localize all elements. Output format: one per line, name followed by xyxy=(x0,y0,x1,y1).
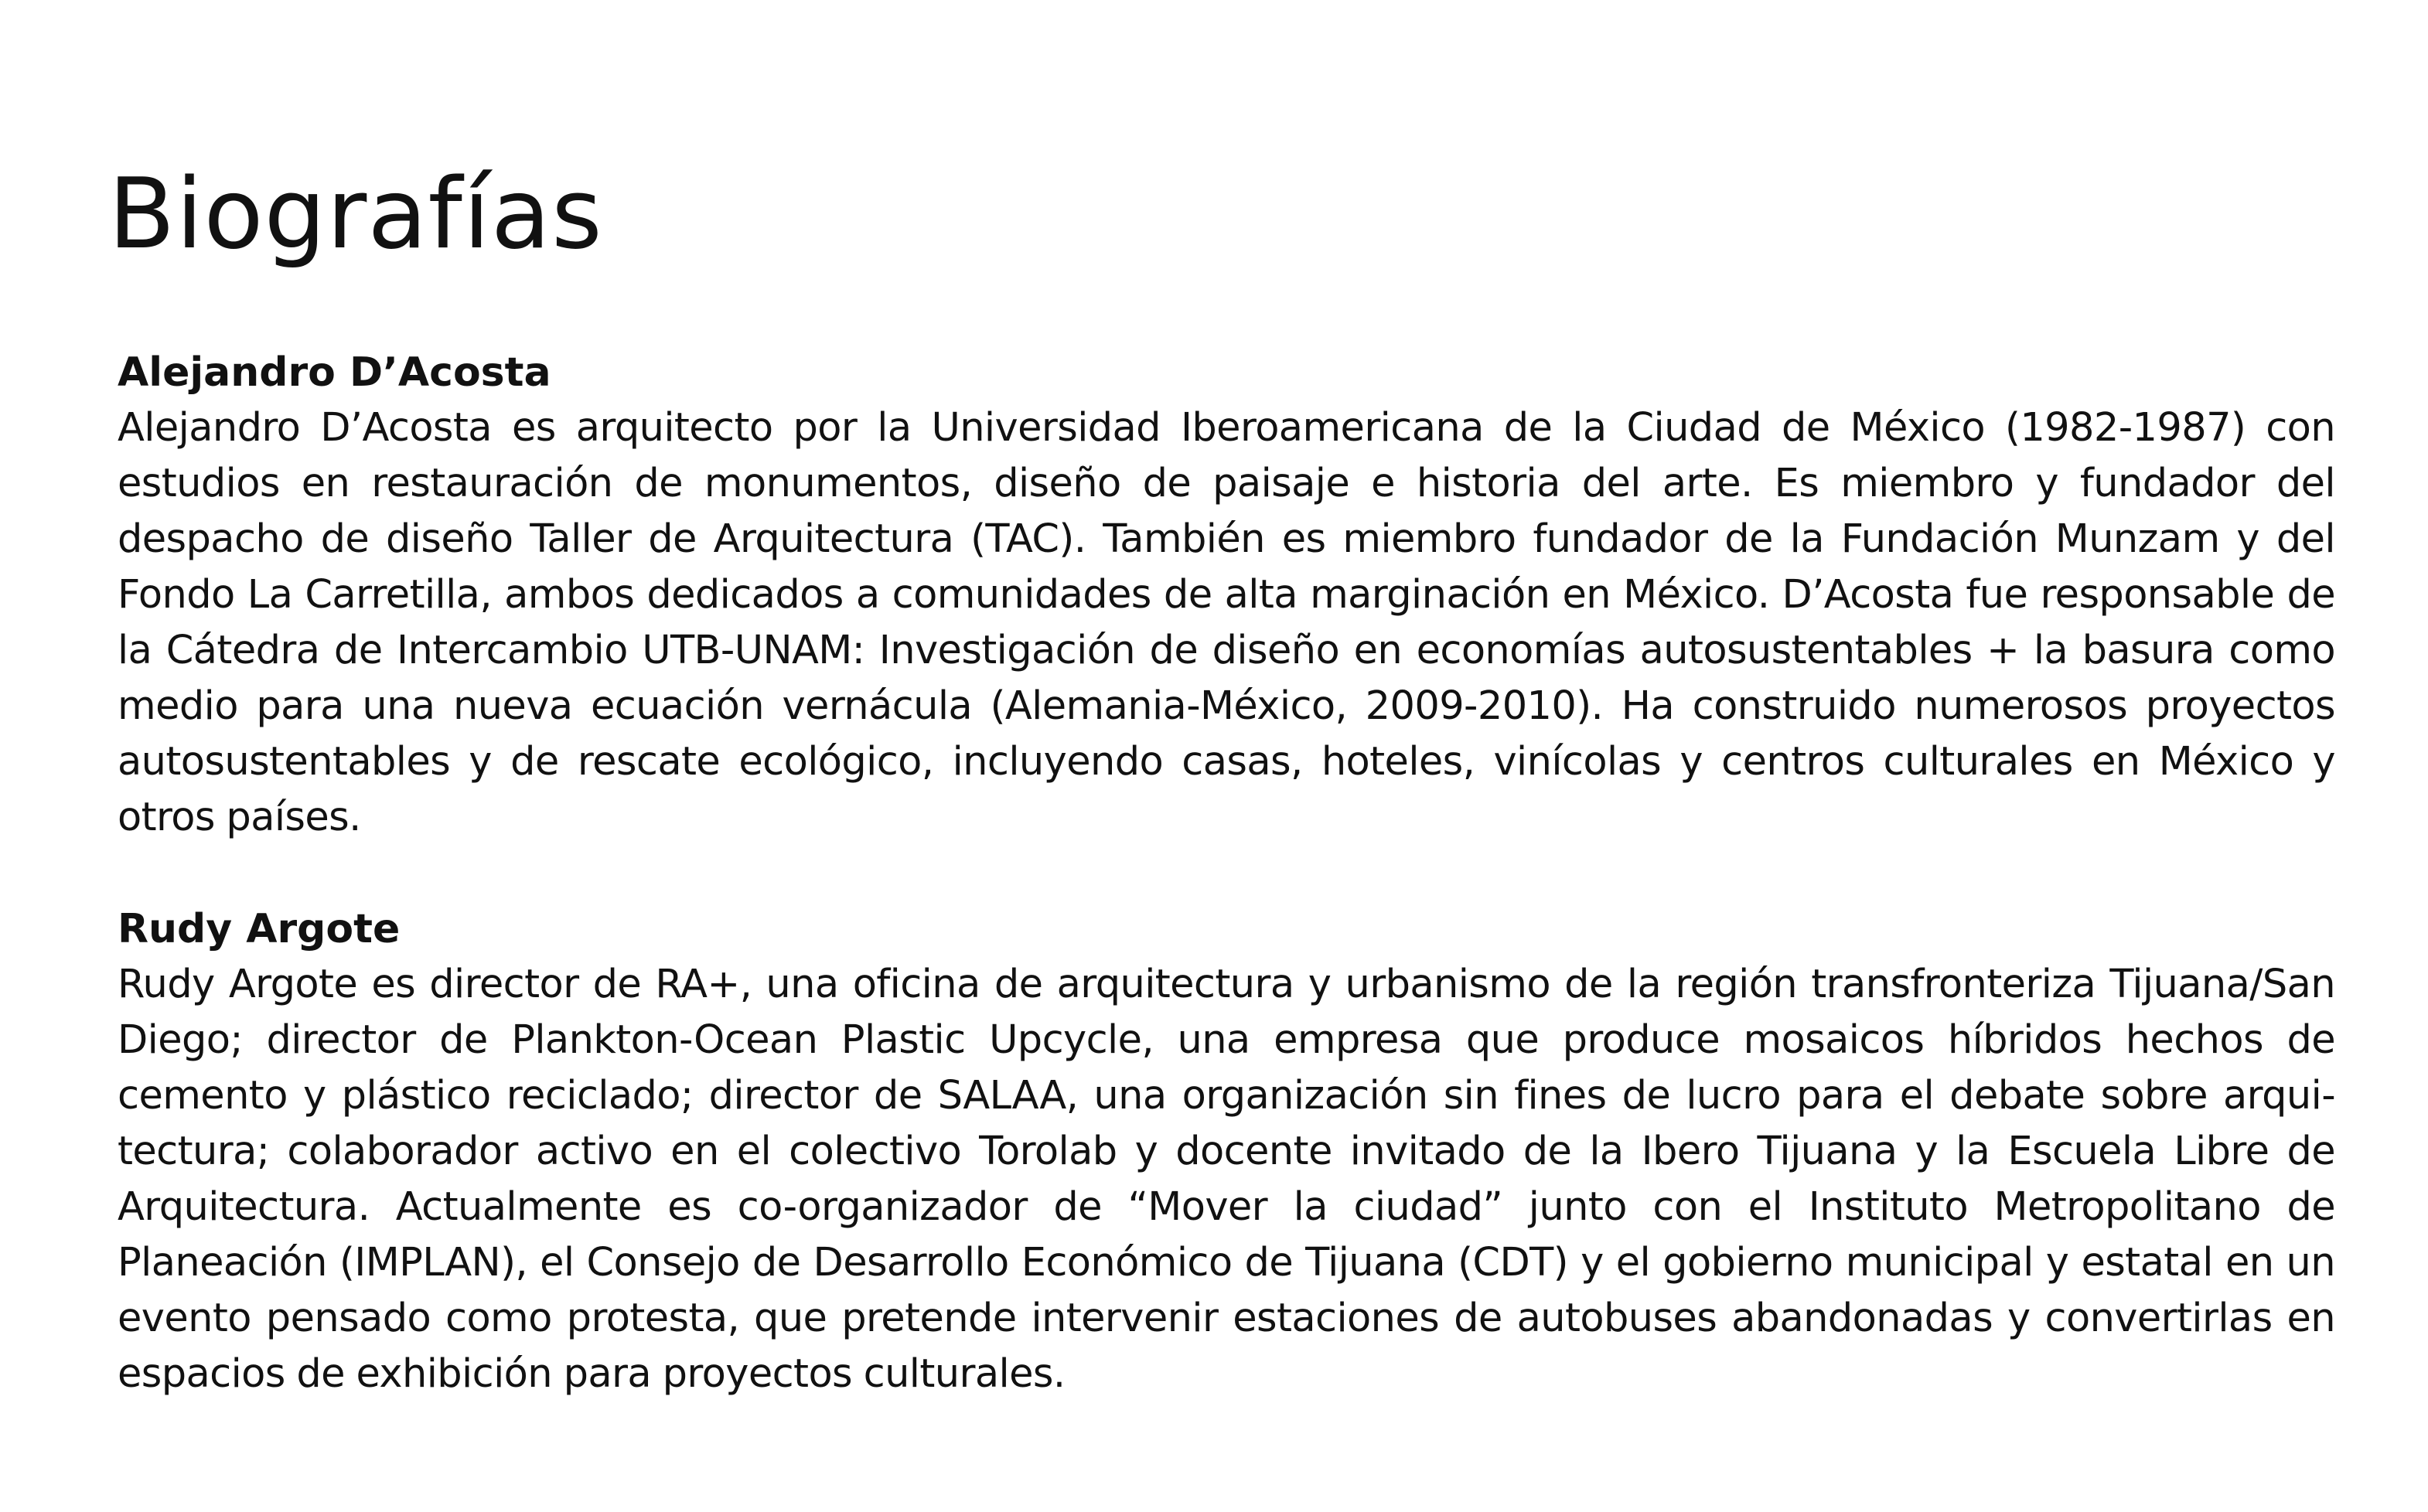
biography-rudy-argote xyxy=(118,901,2335,1402)
biography-alejandro-dacosta xyxy=(118,345,2335,846)
biography-text: Alejandro D’Acosta es arquitecto por la Universidad Iberoamericana de la Ciudad de México (1982-1987) con estudios en restauración de monumentos, diseño de paisaje e historia del arte. Es miembro y fundador del despacho de diseño Taller de Arquitectura (TAC). También es miembro fundador de la Fundación Munzam y del Fondo La Carretilla, ambos dedicados a comunidades de alta marginación en México. D’Acosta fue responsable de la Cátedra de Intercambio UTB-UNAM: Investigación de diseño en economías autosustentables + la basura como medio para una nueva ecuación vernácula (Alemania-México, 2009-2010). Ha construido numerosos proyectos autosustentables y de rescate ecológico, incluyendo casas, hoteles, vinícolas y centros culturales en México y otros países. xyxy=(118,405,2335,840)
biography-text: Rudy Argote es director de RA+, una oficina de arquitectura y urbanismo de la región transfronteriza Tijuana/San Diego; director de Plankton-Ocean Plastic Upcycle, una empresa que produce mosaicos híbridos hechos de cemento y plástico reciclado; director de SALAA, una organización sin fines de lucro para el debate sobre arqui- tectura; colaborador activo en el colectivo Torolab y docente invitado de la Ibero Tijuana y la Escuela Libre de Arquitectura. Actualmente es co-organizador de “Mover la ciudad” junto con el Instituto Metropolitano de Planeación (IMPLAN), el Consejo de Desarrollo Económico de Tijuana (CDT) y el gobierno municipal y estatal en un evento pensado como protesta, que pretende intervenir estaciones de autobuses abandonadas y convertirlas en espacios de exhibición para proyectos culturales. xyxy=(118,962,2335,1397)
biography-name: Rudy Argote xyxy=(118,906,401,952)
page-title: Biografías xyxy=(108,157,603,271)
biography-name: Alejandro D’Acosta xyxy=(118,349,551,396)
